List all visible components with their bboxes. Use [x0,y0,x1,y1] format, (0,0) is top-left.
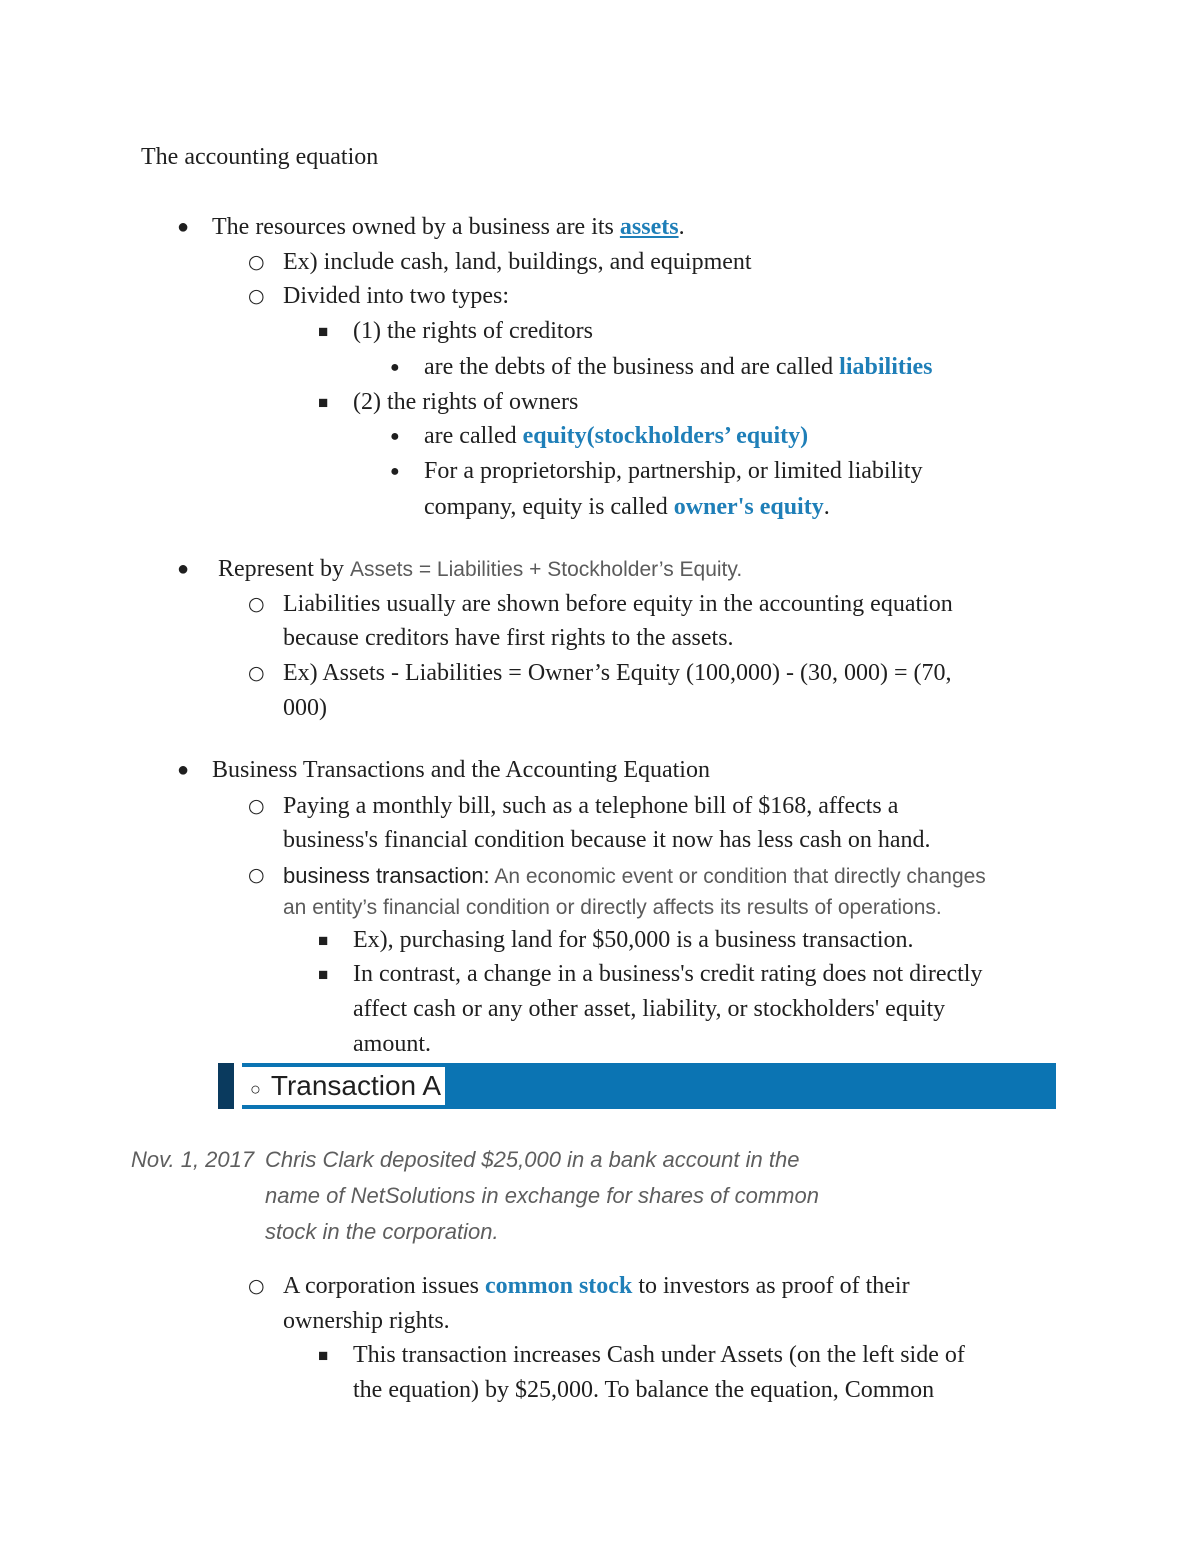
banner-edge [218,1063,234,1109]
circle-bullet: ○ [248,285,265,307]
transaction-line3: stock in the corporation. [265,1219,499,1244]
square-bullet: ■ [318,1346,329,1365]
common-stock-line1: A corporation issues common stock to investors as proof of their [283,1273,910,1299]
credit-rating-line2: affect cash or any other asset, liability, or stockholders' equity [353,996,946,1022]
equity-definition: are called equity(stockholders’ equity) [424,423,809,449]
liabilities-before-line1: Liabilities usually are shown before equity in the accounting equation [283,591,953,617]
document-title: The accounting equation [141,144,379,170]
transaction-line1: Chris Clark deposited $25,000 in a bank account in the [265,1147,800,1172]
proprietorship-line2: company, equity is called owner's equity. [424,494,830,520]
proprietorship-line1: For a proprietorship, partnership, or limited liability [424,458,923,484]
common-stock-line2: ownership rights. [283,1308,450,1334]
divided-types: Divided into two types: [283,283,509,309]
credit-rating-line1: In contrast, a change in a business's credit rating does not directly [353,961,983,987]
disc-bullet: ● [390,463,400,480]
assets-intro: The resources owned by a business are its assets. [212,214,685,240]
monthly-bill-line1: Paying a monthly bill, such as a telephone bill of $168, affects a [283,793,899,819]
business-transactions-heading: Business Transactions and the Accounting Equation [212,757,710,783]
liabilities-before-line2: because creditors have first rights to the assets. [283,625,734,651]
rights-of-creditors: (1) the rights of creditors [353,318,593,344]
square-bullet: ■ [318,322,329,341]
business-transaction-term: business transaction: [283,863,490,888]
land-example: Ex), purchasing land for $50,000 is a business transaction. [353,927,914,953]
business-transaction-definition: business transaction: An economic event or condition that directly changes [283,863,986,888]
equation-example-line1: Ex) Assets - Liabilities = Owner’s Equity (100,000) - (30, 000) = (70, [283,660,952,686]
square-bullet: ■ [318,931,329,950]
equity-term: equity(stockholders’ equity) [522,423,809,449]
transaction-date: Nov. 1, 2017 [131,1147,255,1172]
equation-example-line2: 000) [283,695,327,721]
circle-bullet: ○ [248,662,265,684]
rights-of-owners: (2) the rights of owners [353,389,579,415]
represent-by: Represent by Assets = Liabilities + Stockholder’s Equity. [218,556,743,582]
liabilities-definition: are the debts of the business and are called liabilities [424,354,933,380]
common-stock-term: common stock [484,1273,633,1299]
circle-bullet: ○ [248,1275,265,1297]
circle-bullet: ○ [248,864,265,886]
disc-bullet: ● [390,359,400,376]
banner-title [242,1067,445,1105]
square-bullet: ■ [318,965,329,984]
cash-increase-line2: the equation) by $25,000. To balance the equation, Common [353,1377,935,1403]
monthly-bill-line2: business's financial condition because it now has less cash on hand. [283,827,931,853]
disc-bullet: ● [177,216,190,238]
credit-rating-line3: amount. [353,1031,431,1057]
disc-bullet: ● [177,558,190,580]
banner-pad [234,1063,242,1109]
circle-bullet: ○ [250,1079,261,1099]
transaction-a-banner [218,1063,1056,1109]
disc-bullet: ● [390,428,400,445]
transaction-a-label: Transaction A [270,1070,442,1101]
business-transaction-definition-line2: an entity’s financial condition or directly affects its results of operations. [283,896,942,919]
cash-increase-line1: This transaction increases Cash under Assets (on the left side of [353,1342,965,1368]
liabilities-term: liabilities [839,354,933,380]
transaction-line2: name of NetSolutions in exchange for shares of common [265,1183,819,1208]
circle-bullet: ○ [248,251,265,273]
disc-bullet: ● [177,759,190,781]
owners-equity-term: owner's equity [673,494,824,520]
assets-example: Ex) include cash, land, buildings, and equipment [283,249,752,275]
assets-term: assets [619,214,679,240]
equation-text: Assets = Liabilities + Stockholder’s Equity. [349,558,743,581]
circle-bullet: ○ [248,593,265,615]
square-bullet: ■ [318,393,329,412]
circle-bullet: ○ [248,795,265,817]
